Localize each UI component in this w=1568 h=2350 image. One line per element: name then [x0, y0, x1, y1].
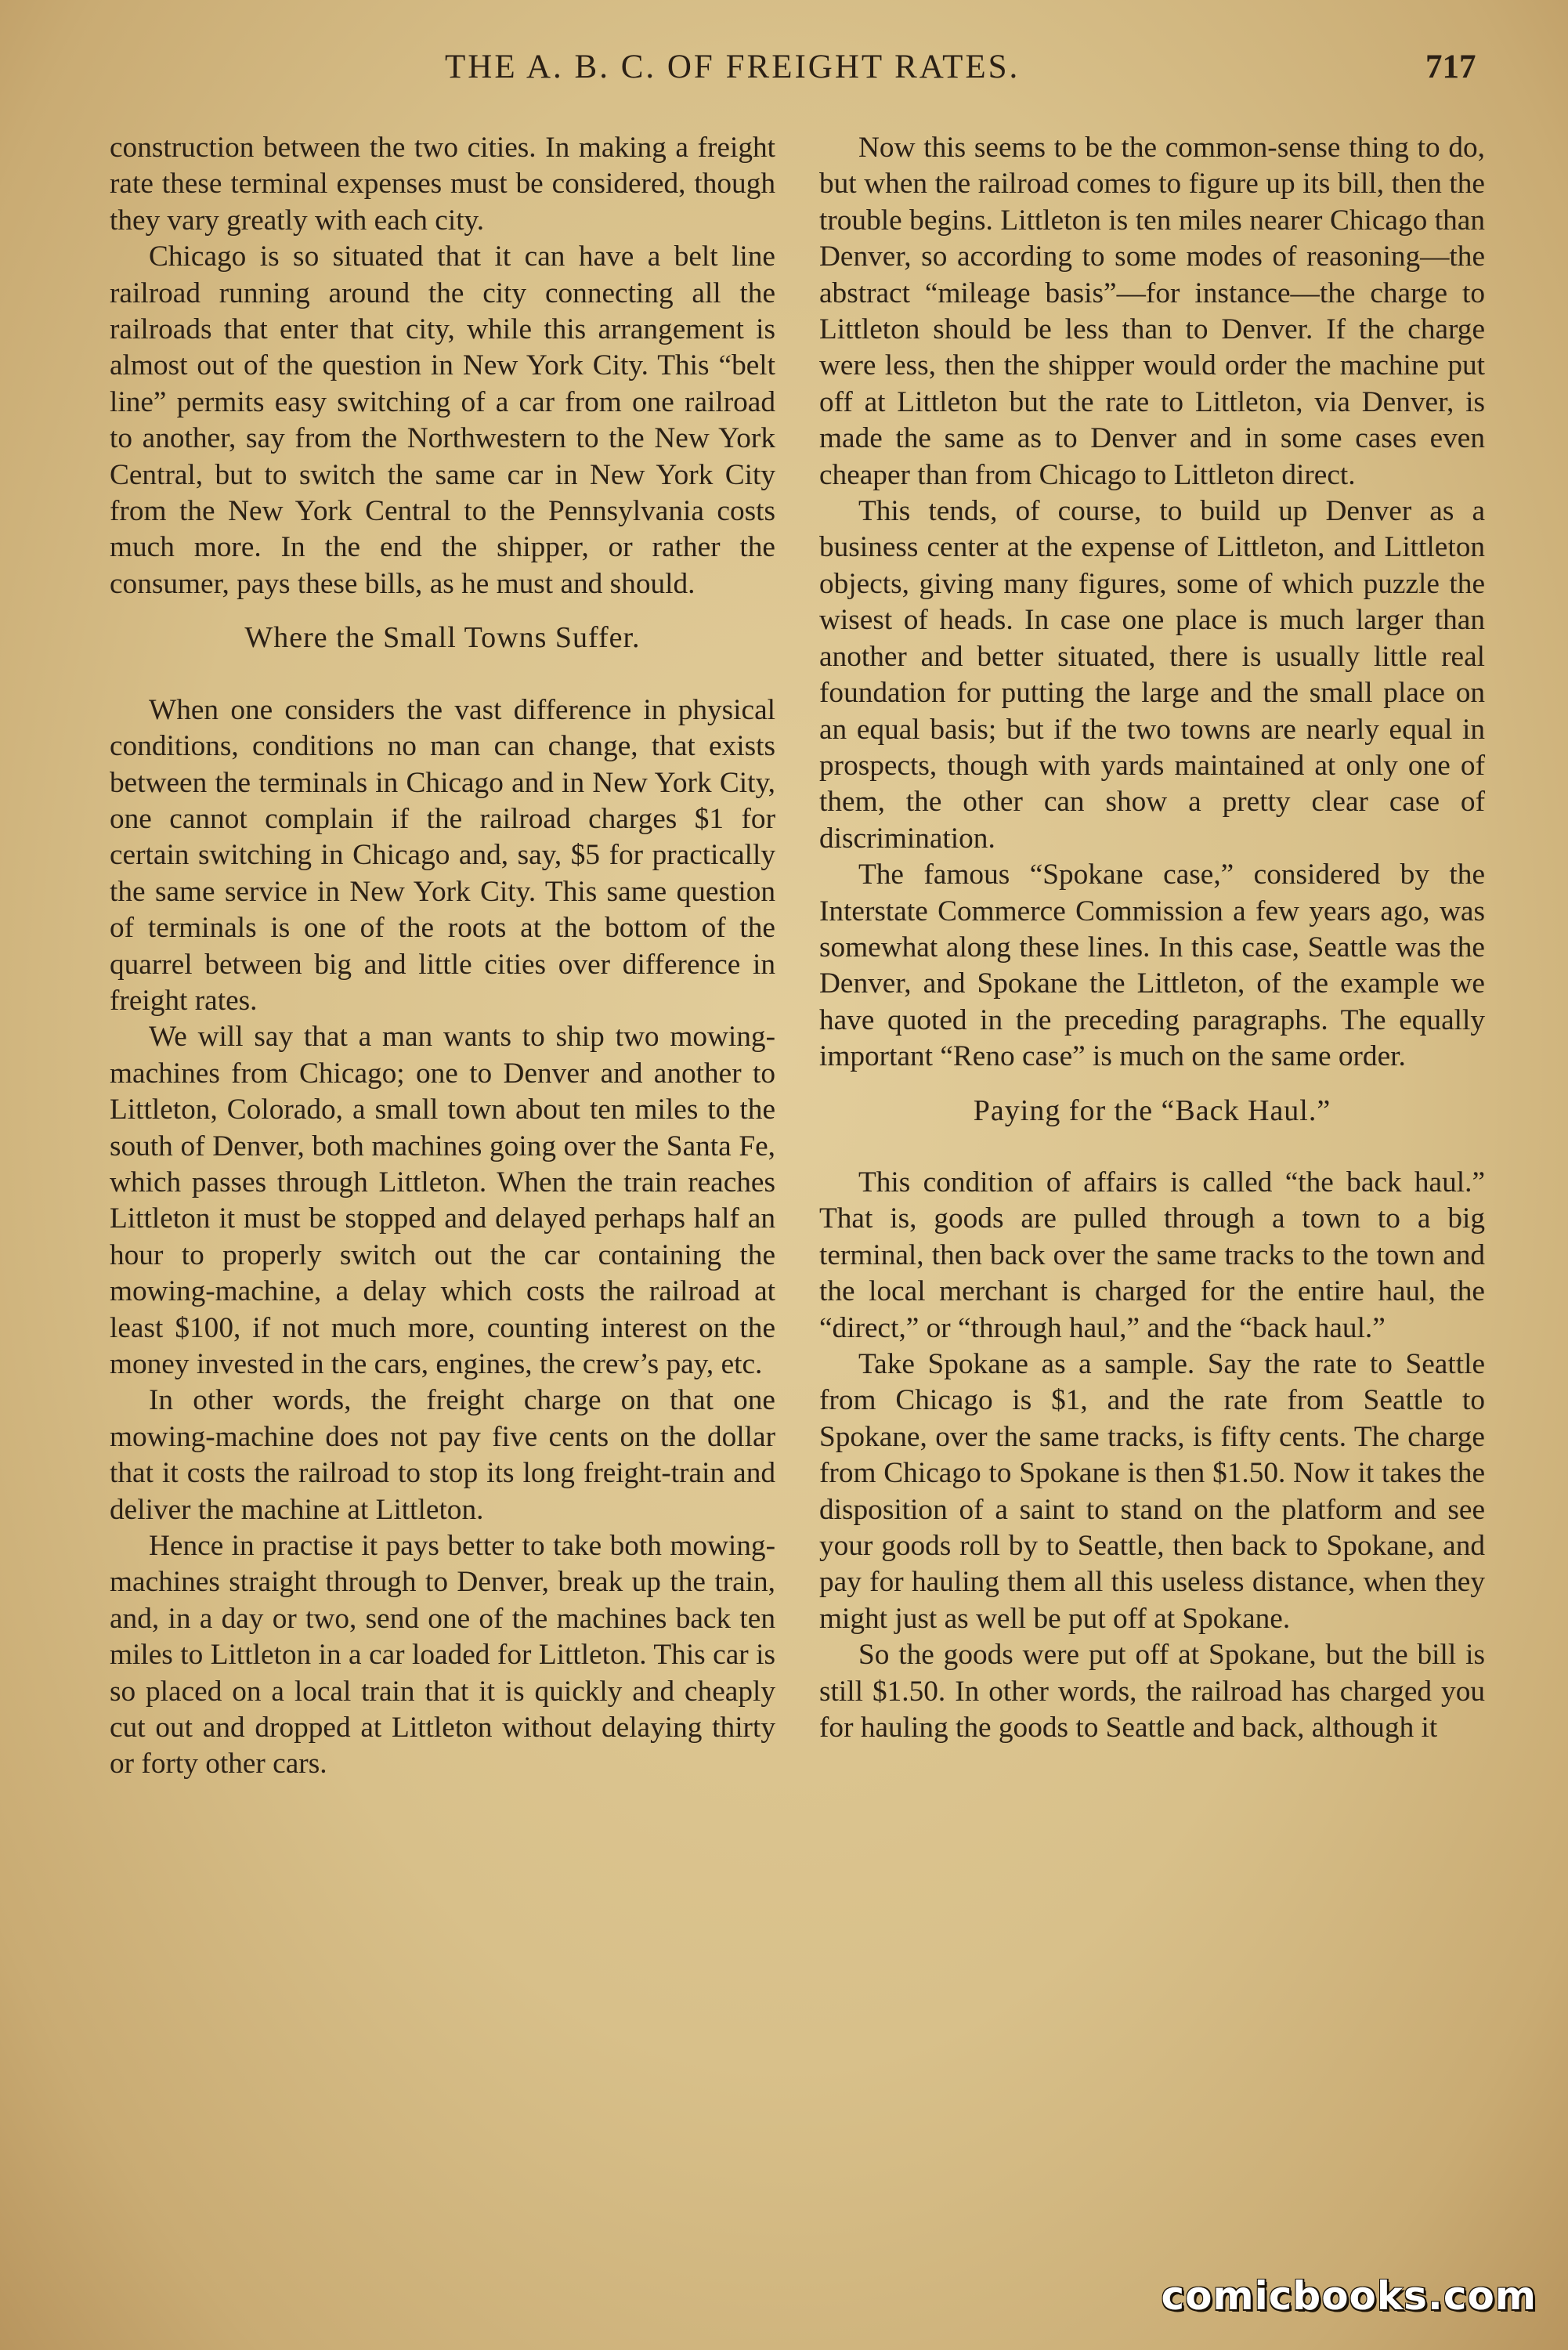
paragraph: In other words, the freight charge on that one mowing-machine does not pay five cents on the dollar that it costs the railroad to stop its long freight-train and deliver the machine at Littleton. — [110, 1384, 775, 1526]
paragraph: We will say that a man wants to ship two mowing-machines from Chicago; one to Denver and another to Littleton, Colorado, a small town about ten miles to the south of Denver, both machines going over the Santa Fe, which passes through Littleton. When the train reaches Littleton it must be stopped and delayed perhaps half an hour to properly switch out the car containing the mowing-machine, a delay which costs the railroad at least $100, if not much more, counting interest on the money invested in the cars, engines, the crew’s pay, etc. — [110, 1021, 775, 1380]
paragraph: Hence in practise it pays better to take both mowing-machines straight through to Denver, break up the train, and, in a day or two, send one of the machines back ten miles to Littleton in a car loaded for Littleton. This car is so placed on a local train that it is quickly and cheaply cut out and dropped at Littleton without delaying thirty or forty other cars. — [110, 1530, 775, 1781]
page-header — [0, 44, 1568, 91]
left-column — [110, 130, 775, 1783]
paragraph: The famous “Spokane case,” considered by the Interstate Commerce Commission a few years ago, was somewhat along these lines. In this case, Seattle was the Denver, and Spokane the Littleton, of the example we have quoted in the preceding paragraphs. The equally important “Reno case” is much on the same order. — [819, 859, 1485, 1073]
page-number: 717 — [1425, 49, 1476, 85]
paragraph: When one considers the vast difference in physical conditions, conditions no man can change, that exists between the terminals in Chicago and in New York City, one cannot complain if the railroad charges $1 for certain switching in Chicago and, say, $5 for practically the same service in New York City. This same question of terminals is one of the roots at the bottom of the quarrel between big and little cities over difference in freight rates. — [110, 693, 775, 1017]
paragraph: construction between the two cities. In making a freight rate these terminal expenses must be considered, though they vary greatly with each city. — [110, 132, 775, 237]
paragraph: So the goods were put off at Spokane, but the bill is still $1.50. In other words, the railroad has charged you for hauling the goods to Seattle and back, although it — [819, 1639, 1485, 1744]
section-heading: Where the Small Towns Suffer. — [244, 621, 641, 655]
running-title: THE A. B. C. OF FREIGHT RATES. — [445, 49, 1021, 85]
paragraph: This condition of affairs is called “the back haul.” That is, goods are pulled through a town to a big terminal, then back over the same tracks to the town and the local merchant is charged for the entire haul, the “direct,” or “through haul,” and the “back haul.” — [819, 1166, 1485, 1344]
paragraph: Now this seems to be the common-sense thing to do, but when the railroad comes to figure up its bill, then the trouble begins. Littleton is ten miles nearer Chicago than Denver, so according to some modes of reasoning—the abstract “mileage basis”—for instance—the charge to Littleton should be less than to Denver. If the charge were less, then the shipper would order the machine put off at Littleton but the rate to Littleton, via Denver, is made the same as to Denver and in some cases even cheaper than from Chicago to Littleton direct. — [819, 132, 1485, 491]
paragraph: Chicago is so situated that it can have a belt line railroad running around the city connecting all the railroads that enter that city, while this arrangement is almost out of the question in New York City. This “belt line” permits easy switching of a car from one railroad to another, say from the Northwestern to the New York Central, but to switch the same car in New York City from the New York Central to the Pennsylvania costs much more. In the end the shipper, or rather the consumer, pays these bills, as he must and should. — [110, 240, 775, 600]
section-heading: Paying for the “Back Haul.” — [973, 1094, 1331, 1127]
watermark-logo: comicbooks.com — [1161, 2273, 1537, 2319]
paragraph: This tends, of course, to build up Denver as a business center at the expense of Littleton, and Littleton objects, giving many figures, some of which puzzle the wisest of heads. In case one place is much larger than another and better situated, there is usually little real foundation for putting the large and the small place on an equal basis; but if the two towns are nearly equal in prospects, though with yards maintained at only one of them, the other can show a pretty clear case of discrimination. — [819, 495, 1485, 855]
right-column — [819, 130, 1485, 1746]
paragraph: Take Spokane as a sample. Say the rate to Seattle from Chicago is $1, and the rate from Seattle to Spokane, over the same tracks, is fifty cents. The charge from Chicago to Spokane is then $1.50. Now it takes the disposition of a saint to stand on the platform and see your goods roll by to Seattle, then back to Spokane, and pay for hauling them all this useless distance, when they might just as well be put off at Spokane. — [819, 1348, 1485, 1635]
